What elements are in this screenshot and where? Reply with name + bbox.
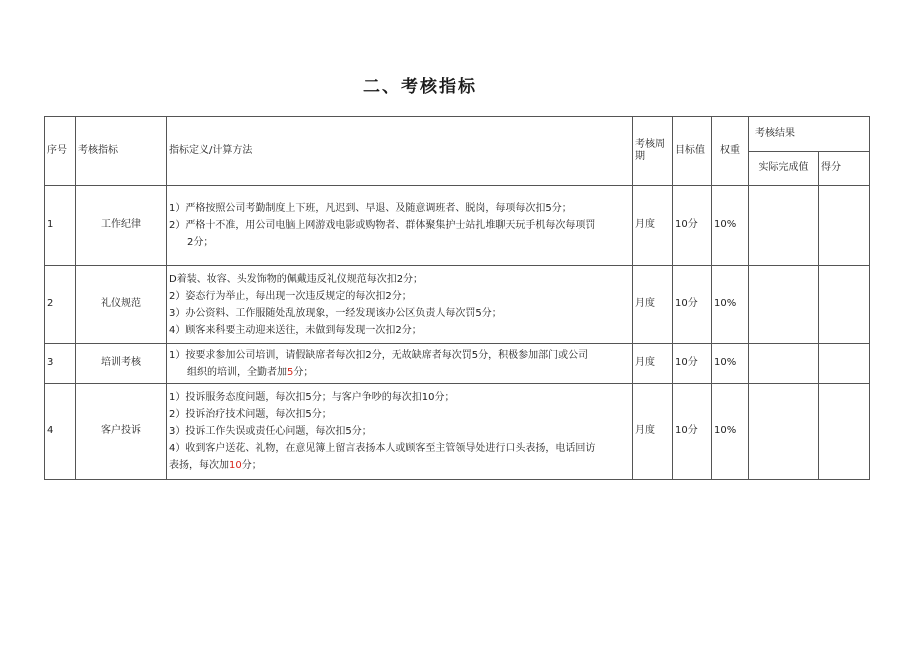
row-indicator: 礼仪规范 [76,266,167,344]
table-row [45,186,870,266]
row-definition [167,266,633,344]
row-indicator: 工作纪律 [76,186,167,266]
row-seq: 1 [45,186,76,266]
row-weight: 10% [712,186,749,266]
header-score: 得分 [819,152,870,186]
row-actual-cell[interactable] [749,266,819,344]
row-target: 10分 [673,186,712,266]
row-period: 月度 [633,344,673,384]
row-score-cell[interactable] [819,266,870,344]
row-score-cell[interactable] [819,186,870,266]
header-indicator: 考核指标 [76,117,167,186]
header-weight: 权重 [712,117,749,186]
definition-line: 1）按要求参加公司培训，请假缺席者每次扣2分，无故缺席者每次罚5分，积极参加部门或公司 [169,349,589,361]
row-definition [167,186,633,266]
row-score-cell[interactable] [819,344,870,384]
row-actual-cell[interactable] [749,186,819,266]
row-seq: 4 [45,384,76,480]
row-seq: 2 [45,266,76,344]
kpi-table [44,116,870,480]
definition-line: 2）姿态行为举止，每出现一次违反规定的每次扣2分； [169,290,412,302]
row-weight: 10% [712,344,749,384]
row-target: 10分 [673,266,712,344]
definition-line: 组织的培训，全勤者加5分； [187,366,314,378]
bonus-points-value: 5 [287,366,294,378]
table-row [45,384,870,480]
row-score-cell[interactable] [819,384,870,480]
row-actual-cell[interactable] [749,344,819,384]
bonus-points-value: 10 [229,460,242,471]
definition-line: D着装、妆容、头发饰物的佩戴违反礼仪规范每次扣2分； [169,273,424,285]
row-period: 月度 [633,266,673,344]
row-indicator: 客户投诉 [76,384,167,480]
row-period: 月度 [633,384,673,480]
definition-line: 4）收到客户送花、礼物，在意见簿上留言表扬本人或顾客至主管领导处进行口头表扬，电话回访 [169,443,596,454]
header-definition: 指标定义/计算方法 [167,117,633,186]
row-indicator: 培训考核 [76,344,167,384]
header-target: 目标值 [673,117,712,186]
definition-line: 2）严格十不准，用公司电脑上网游戏电影或购物者、群体聚集护士站扎堆聊天玩手机每次每项罚 [169,220,596,231]
row-period: 月度 [633,186,673,266]
definition-line: 4）顾客来科要主动迎来送往，未做到每发现一次扣2分； [169,324,422,336]
table-row [45,266,870,344]
header-result: 考核结果 [749,117,870,152]
row-target: 10分 [673,384,712,480]
header-row [45,117,870,152]
row-weight: 10% [712,384,749,480]
row-definition [167,344,633,384]
header-actual: 实际完成值 [749,152,819,186]
header-seq: 序号 [45,117,76,186]
row-definition [167,384,633,480]
definition-line: 1）严格按照公司考勤制度上下班，凡迟到、早退、及随意调班者、脱岗，每项每次扣5分； [169,203,572,214]
definition-line: 1）投诉服务态度问题，每次扣5分；与客户争吵的每次扣10分； [169,392,455,403]
row-actual-cell[interactable] [749,384,819,480]
definition-line: 3）办公资料、工作服随处乱放现象，一经发现该办公区负责人每次罚5分； [169,307,502,319]
header-period: 考核周期 [633,117,673,186]
definition-line: 表扬，每次加10分； [169,460,262,471]
page-title: 二、考核指标 [363,77,477,97]
definition-line: 2分； [187,237,214,248]
table-row [45,344,870,384]
definition-line: 2）投诉治疗技术问题，每次扣5分； [169,409,332,420]
definition-line: 3）投诉工作失误或责任心问题，每次扣5分； [169,426,372,437]
row-target: 10分 [673,344,712,384]
row-weight: 10% [712,266,749,344]
row-seq: 3 [45,344,76,384]
